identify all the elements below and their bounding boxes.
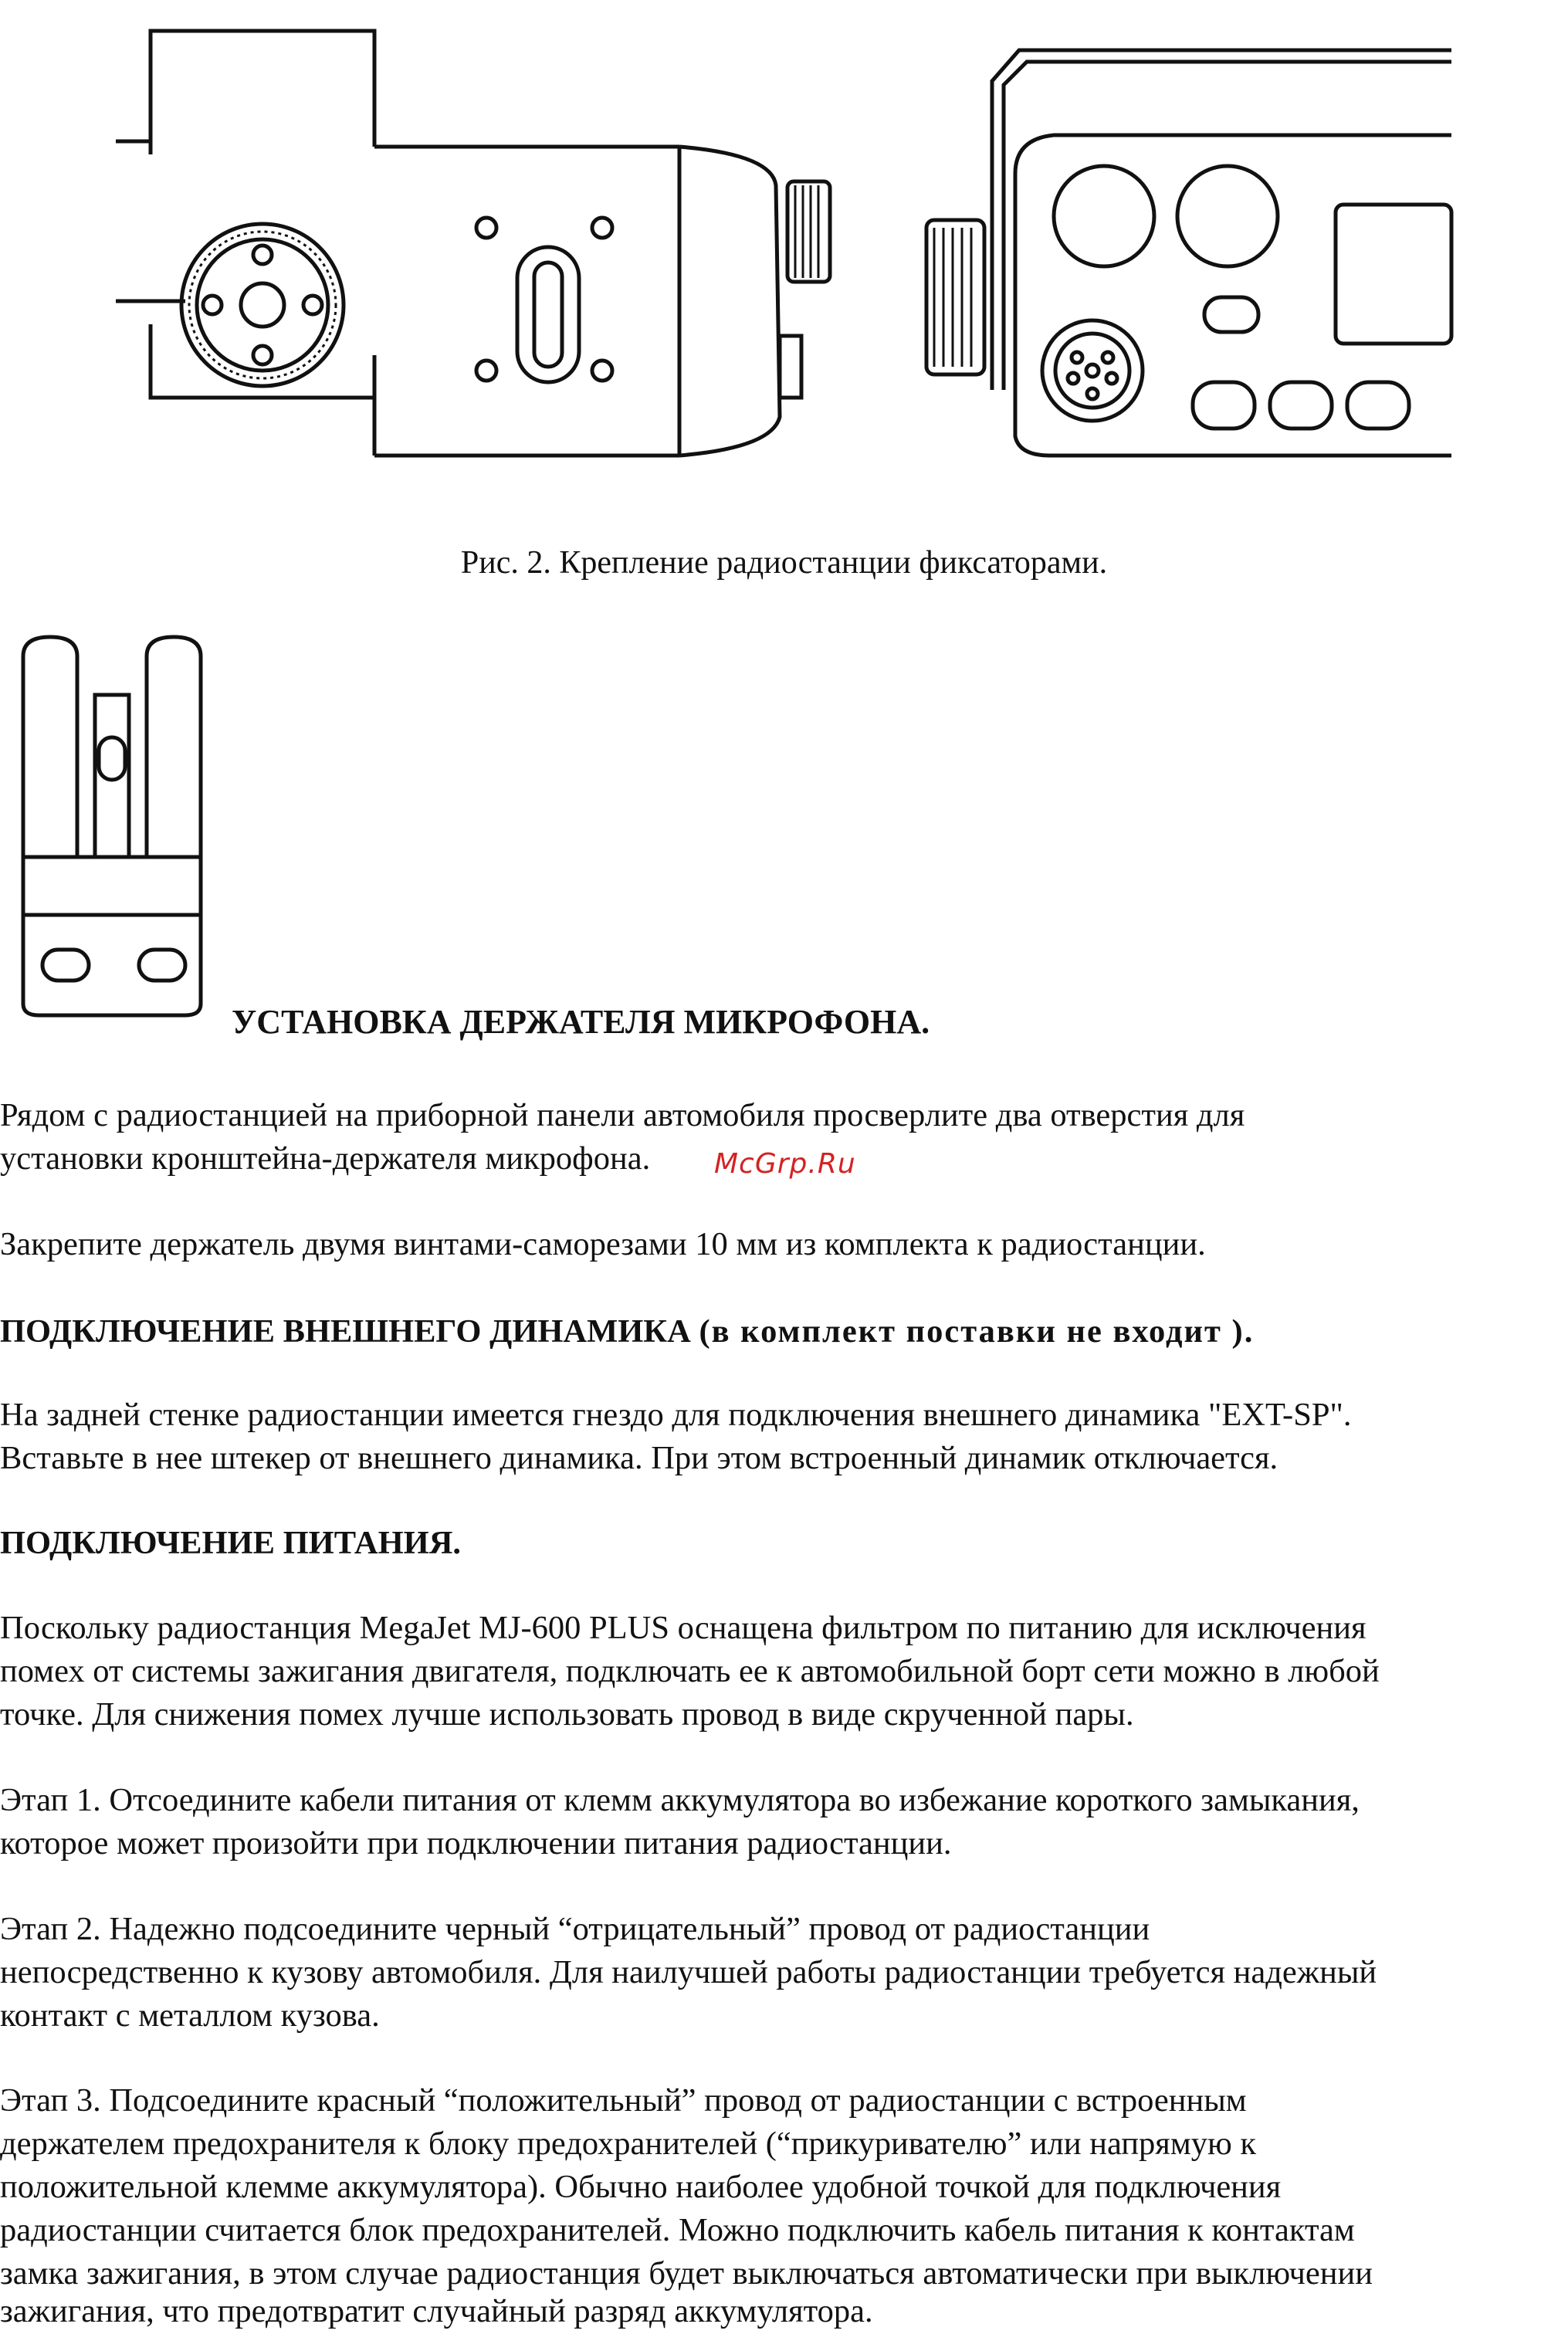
mic-holder-drawing <box>12 633 212 1019</box>
watermark-logo: McGrp.Ru <box>714 1148 856 1180</box>
speaker-para-line-1: На задней стенке радиостанции имеется гнездо для подключения внешнего динамика "EXT-SP". <box>0 1397 1352 1433</box>
step2-line-2: непосредственно к кузову автомобиля. Для наилучшей работы радиостанции требуется надежный <box>0 1954 1377 1990</box>
speaker-heading <box>0 1310 1568 1353</box>
step2-line-1: Этап 2. Надежно подсоедините черный “отрицательный” провод от радиостанции <box>0 1911 1150 1947</box>
mic-para-1-line-1: Рядом с радиостанцией на приборной панели автомобиля просверлите два отверстия для <box>0 1097 1245 1133</box>
speaker-heading-note: (в комплект поставки не входит ). <box>699 1313 1255 1350</box>
radio-front-drawing <box>919 19 1459 467</box>
step3-line-3: положительной клемме аккумулятора). Обычно наиболее удобной точкой для подключения <box>0 2169 1282 2205</box>
step3-line-4: радиостанции считается блок предохранителей. Можно подключить кабель питания к контактам <box>0 2212 1355 2248</box>
power-intro-line-2: помех от системы зажигания двигателя, подключать ее к автомобильной борт сети можно в любой <box>0 1653 1380 1689</box>
step2-line-3: контакт с металлом кузова. <box>0 1997 380 2034</box>
bracket-side-drawing <box>108 23 834 471</box>
step3-line-1: Этап 3. Подсоедините красный “положительный” провод от радиостанции с встроенным <box>0 2082 1247 2119</box>
figure-caption: Рис. 2. Крепление радиостанции фиксаторами. <box>460 545 1108 581</box>
step1-line-2: которое может произойти при подключении питания радиостанции. <box>0 1825 952 1861</box>
mic-holder-heading: УСТАНОВКА ДЕРЖАТЕЛЯ МИКРОФОНА. <box>232 1003 930 1041</box>
mic-para-2: Закрепите держатель двумя винтами-саморезами 10 мм из комплекта к радиостанции. <box>0 1226 1206 1262</box>
speaker-para-line-2: Вставьте в нее штекер от внешнего динамика. При этом встроенный динамик отключается. <box>0 1440 1278 1476</box>
step3-line-2: держателем предохранителя к блоку предохранителей (“прикуривателю” или напрямую к <box>0 2126 1257 2162</box>
mic-para-1-line-2: установки кронштейна-держателя микрофона. <box>0 1140 651 1177</box>
step3-line-5: замка зажигания, в этом случае радиостанция будет выключаться автоматически при выключении <box>0 2255 1373 2292</box>
speaker-heading-title: ПОДКЛЮЧЕНИЕ ВНЕШНЕГО ДИНАМИКА <box>0 1313 691 1350</box>
power-intro-line-1: Поскольку радиостанция MegaJet MJ-600 PLUS оснащена фильтром по питанию для исключения <box>0 1610 1366 1646</box>
step3-line-6: зажигания, что предотвратит случайный разряд аккумулятора. <box>0 2293 873 2329</box>
power-heading: ПОДКЛЮЧЕНИЕ ПИТАНИЯ. <box>0 1525 462 1561</box>
step1-line-1: Этап 1. Отсоедините кабели питания от клемм аккумулятора во избежание короткого замыкания, <box>0 1782 1360 1818</box>
power-intro-line-3: точке. Для снижения помех лучше использовать провод в виде скрученной пары. <box>0 1696 1134 1733</box>
